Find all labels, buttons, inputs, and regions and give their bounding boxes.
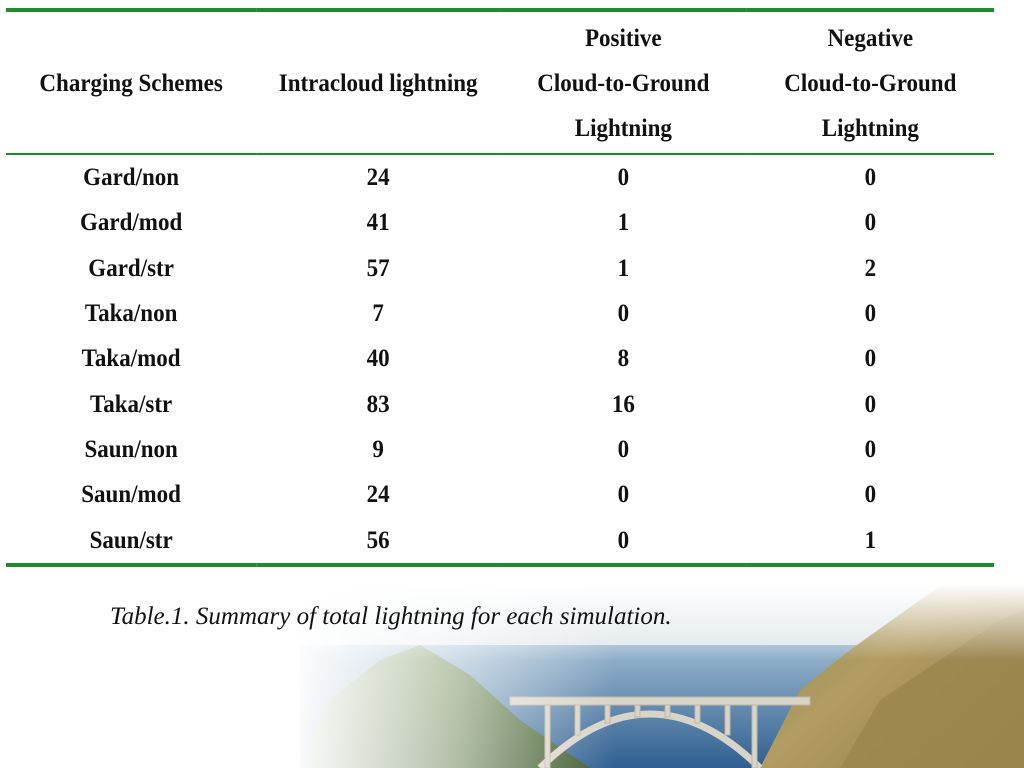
cell-negative-cg: 0	[864, 345, 877, 373]
cell-scheme: Taka/str	[89, 390, 173, 418]
cell-negative-cg: 1	[747, 517, 994, 564]
cell-positive-cg: 0	[500, 517, 747, 564]
table-row	[6, 381, 994, 426]
cell-negative-cg: 2	[864, 254, 877, 282]
table-row	[6, 246, 994, 291]
cell-scheme: Taka/mod	[81, 345, 181, 373]
cell-positive-cg: 0	[617, 300, 630, 328]
summary-table-container	[6, 8, 994, 567]
table-row	[6, 472, 994, 517]
cell-scheme: Saun/mod	[81, 481, 181, 509]
cell-positive-cg: 0	[617, 164, 630, 192]
cell-scheme: Gard/non	[83, 164, 180, 192]
header-positive-cg-lightning: Positive Cloud-to-Ground Lightning	[537, 25, 710, 142]
cell-intracloud: 40	[366, 345, 390, 373]
cell-scheme: Gard/str	[88, 254, 174, 282]
cell-scheme: Saun/str	[6, 517, 256, 564]
table-row	[6, 291, 994, 336]
header-charging-schemes: Charging Schemes	[39, 70, 223, 97]
lightning-summary-table	[6, 8, 994, 567]
header-intracloud-lightning: Intracloud lightning	[278, 70, 478, 97]
cell-positive-cg: 0	[617, 481, 630, 509]
cell-scheme: Gard/mod	[80, 209, 183, 237]
cell-scheme: Taka/non	[84, 300, 178, 328]
cell-intracloud: 41	[366, 209, 390, 237]
table-row	[6, 336, 994, 381]
cell-positive-cg: 0	[617, 435, 630, 463]
cell-scheme: Saun/non	[84, 435, 178, 463]
cell-negative-cg: 0	[864, 481, 877, 509]
table-header-row	[6, 10, 994, 154]
cell-positive-cg: 8	[617, 345, 630, 373]
cell-negative-cg: 0	[864, 209, 877, 237]
header-negative-cg-lightning: Negative Cloud-to-Ground Lightning	[784, 25, 957, 142]
table-caption: Table.1. Summary of total lightning for each simulation.	[110, 603, 672, 630]
cell-negative-cg: 0	[864, 390, 877, 418]
cell-positive-cg: 16	[611, 390, 635, 418]
cell-intracloud: 7	[372, 300, 384, 328]
table-row	[6, 200, 994, 245]
table-row	[6, 517, 994, 564]
cell-negative-cg: 0	[864, 300, 877, 328]
cell-intracloud: 83	[366, 390, 390, 418]
cell-intracloud: 24	[366, 164, 390, 192]
cell-positive-cg: 1	[617, 209, 630, 237]
cell-intracloud: 9	[372, 435, 384, 463]
cell-negative-cg: 0	[864, 164, 877, 192]
cell-negative-cg: 0	[864, 435, 877, 463]
table-row	[6, 154, 994, 200]
table-row	[6, 427, 994, 472]
cell-intracloud: 24	[366, 481, 390, 509]
cell-intracloud: 57	[366, 254, 390, 282]
cell-intracloud: 56	[256, 517, 500, 564]
cell-positive-cg: 1	[617, 254, 630, 282]
